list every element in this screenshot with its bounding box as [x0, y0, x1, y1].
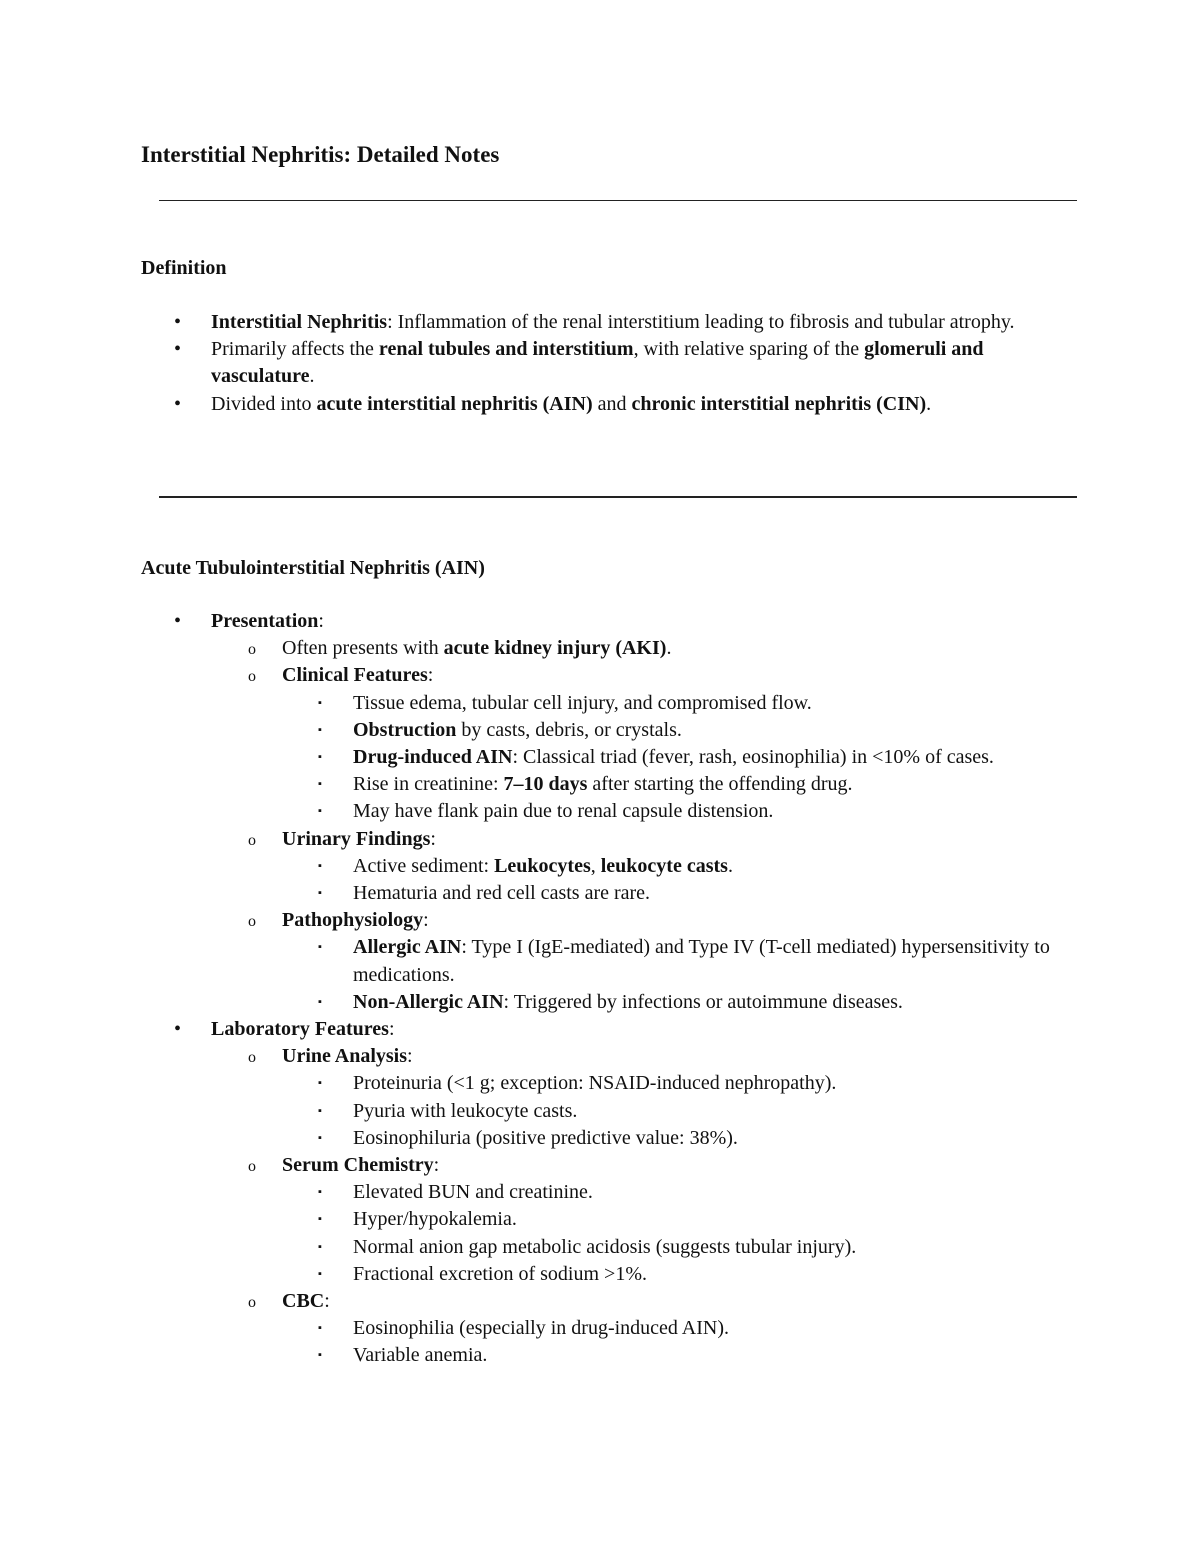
bold-text: 7–10 days: [503, 773, 588, 796]
presentation-item: [0, 608, 1031, 635]
text: Variable anemia.: [353, 1344, 488, 1367]
bold-text: acute interstitial nephritis (AIN): [316, 392, 593, 415]
urinary-findings-item: [0, 826, 1052, 853]
ain-heading: Acute Tubulointerstitial Nephritis (AIN): [141, 557, 485, 579]
circle-bullet-icon: o: [248, 1049, 256, 1067]
circle-bullet-icon: o: [248, 641, 256, 659]
list-item: [0, 798, 1053, 825]
list-item: [0, 1125, 1053, 1152]
list-item: [0, 635, 1052, 662]
list-item: [0, 1342, 1053, 1369]
text: Primarily affects the: [211, 338, 379, 361]
square-bullet-icon: ▪: [318, 805, 322, 818]
square-bullet-icon: ▪: [318, 1077, 322, 1090]
bold-text: chronic interstitial nephritis (CIN): [631, 392, 927, 415]
bullet-icon: •: [174, 392, 182, 415]
text: Proteinuria (<1 g; exception: NSAID-induced nephropathy).: [353, 1072, 837, 1095]
text: : Classical triad (fever, rash, eosinophilia) in <10% of cases.: [512, 746, 994, 769]
definition-heading: Definition: [141, 257, 227, 279]
bold-text: Allergic AIN: [353, 936, 462, 959]
bullet-icon: •: [174, 1018, 182, 1041]
bold-text: renal tubules and interstitium: [378, 338, 634, 361]
square-bullet-icon: ▪: [318, 941, 322, 954]
bold-text: Obstruction: [353, 718, 457, 741]
square-bullet-icon: ▪: [318, 1186, 322, 1199]
list-item: [0, 690, 1053, 717]
square-bullet-icon: ▪: [318, 859, 322, 872]
list-item: [0, 336, 1031, 390]
list-item: [0, 717, 1053, 744]
cbc-item: [0, 1288, 1052, 1315]
circle-bullet-icon: o: [248, 913, 256, 931]
list-item: [0, 744, 1053, 771]
text: Often presents with: [282, 637, 444, 660]
text: May have flank pain due to renal capsule distension.: [353, 800, 774, 823]
bold-text: Leukocytes: [494, 854, 591, 877]
text: Rise in creatinine:: [353, 773, 504, 796]
bold-text: Urine Analysis: [282, 1045, 408, 1068]
bold-text: Laboratory Features: [211, 1018, 389, 1041]
text: and: [592, 392, 632, 415]
bold-text: Clinical Features: [282, 664, 428, 687]
text: :: [407, 1045, 413, 1068]
list-item: [0, 1179, 1053, 1206]
square-bullet-icon: ▪: [318, 696, 322, 709]
bold-text: Urinary Findings: [282, 827, 431, 850]
list-item: [0, 1098, 1053, 1125]
square-bullet-icon: ▪: [318, 887, 322, 900]
list-item: [0, 1206, 1053, 1233]
page-title: Interstitial Nephritis: Detailed Notes: [141, 142, 500, 167]
square-bullet-icon: ▪: [318, 1240, 322, 1253]
bold-text: Serum Chemistry: [282, 1154, 434, 1177]
text: Normal anion gap metabolic acidosis (suggests tubular injury).: [353, 1235, 857, 1258]
circle-bullet-icon: o: [248, 831, 256, 849]
square-bullet-icon: ▪: [318, 723, 322, 736]
title-divider: [159, 200, 1077, 201]
square-bullet-icon: ▪: [318, 778, 322, 791]
bold-text: Pathophysiology: [282, 909, 424, 932]
text: :: [423, 909, 429, 932]
list-item: [0, 1261, 1053, 1288]
laboratory-features-item: [0, 1016, 1031, 1043]
square-bullet-icon: ▪: [318, 1349, 322, 1362]
text: : Type I (IgE-mediated) and Type IV (T-cell mediated) hypersensitivity to medications.: [353, 936, 1050, 986]
urine-analysis-item: [0, 1043, 1052, 1070]
text: Hyper/hypokalemia.: [353, 1208, 517, 1231]
text: :: [388, 1018, 395, 1041]
text: after starting the offending drug.: [587, 773, 853, 796]
bold-text: Drug-induced AIN: [353, 746, 513, 769]
text: Active sediment:: [353, 854, 495, 877]
list-item: [0, 1234, 1053, 1261]
circle-bullet-icon: o: [248, 668, 256, 686]
square-bullet-icon: ▪: [318, 1213, 322, 1226]
bold-text: Non-Allergic AIN: [353, 990, 504, 1013]
text: Pyuria with leukocyte casts.: [353, 1099, 578, 1122]
list-item: [0, 1070, 1053, 1097]
list-item: [0, 880, 1053, 907]
text: : Triggered by infections or autoimmune diseases.: [503, 990, 903, 1013]
list-item: [0, 771, 1053, 798]
serum-chemistry-item: [0, 1152, 1052, 1179]
list-item: [0, 853, 1053, 880]
clinical-features-item: [0, 662, 1052, 689]
text: Fractional excretion of sodium >1%.: [353, 1262, 647, 1285]
text: .: [309, 365, 315, 388]
text: Elevated BUN and creatinine.: [353, 1181, 593, 1204]
text: :: [324, 1290, 330, 1313]
list-item: [0, 309, 1031, 336]
text: Hematuria and red cell casts are rare.: [353, 882, 651, 905]
text: Eosinophiluria (positive predictive value: 38%).: [353, 1126, 738, 1149]
circle-bullet-icon: o: [248, 1158, 256, 1176]
bold-text: glomeruli and vasculature: [211, 338, 984, 388]
square-bullet-icon: ▪: [318, 1267, 322, 1280]
text: Eosinophilia (especially in drug-induced AIN).: [353, 1317, 730, 1340]
square-bullet-icon: ▪: [318, 995, 322, 1008]
bold-text: acute kidney injury (AKI): [443, 637, 667, 660]
text: Divided into: [211, 392, 317, 415]
text: by casts, debris, or crystals.: [456, 718, 682, 741]
bold-text: CBC: [282, 1290, 325, 1313]
pathophysiology-item: [0, 907, 1052, 934]
text: ,: [590, 854, 601, 877]
definition-list: [0, 309, 1200, 418]
bullet-icon: •: [174, 610, 182, 632]
text: :: [433, 1154, 440, 1177]
text: :: [430, 827, 436, 850]
text: : Inflammation of the renal interstitium leading to fibrosis and tubular atrophy.: [387, 311, 1015, 333]
text: :: [318, 610, 324, 632]
text: .: [666, 637, 672, 660]
list-item: [0, 391, 1031, 418]
section-divider: [159, 496, 1077, 498]
text: :: [427, 664, 434, 687]
square-bullet-icon: ▪: [318, 751, 322, 764]
bullet-icon: •: [174, 338, 182, 361]
square-bullet-icon: ▪: [318, 1104, 322, 1117]
circle-bullet-icon: o: [248, 1294, 256, 1312]
square-bullet-icon: ▪: [318, 1322, 322, 1335]
text: Tissue edema, tubular cell injury, and compromised flow.: [353, 691, 812, 714]
list-item: [0, 1315, 1053, 1342]
bold-text: leukocyte casts: [600, 854, 728, 877]
list-item: [0, 934, 1053, 988]
bullet-icon: •: [174, 311, 182, 333]
list-item: [0, 989, 1053, 1016]
text: .: [727, 854, 733, 877]
bold-text: Interstitial Nephritis: [211, 311, 388, 333]
text: .: [926, 392, 932, 415]
bold-text: Presentation: [211, 610, 319, 632]
text: , with relative sparing of the: [633, 338, 865, 361]
ain-list: [0, 608, 1200, 1370]
square-bullet-icon: ▪: [318, 1131, 322, 1144]
